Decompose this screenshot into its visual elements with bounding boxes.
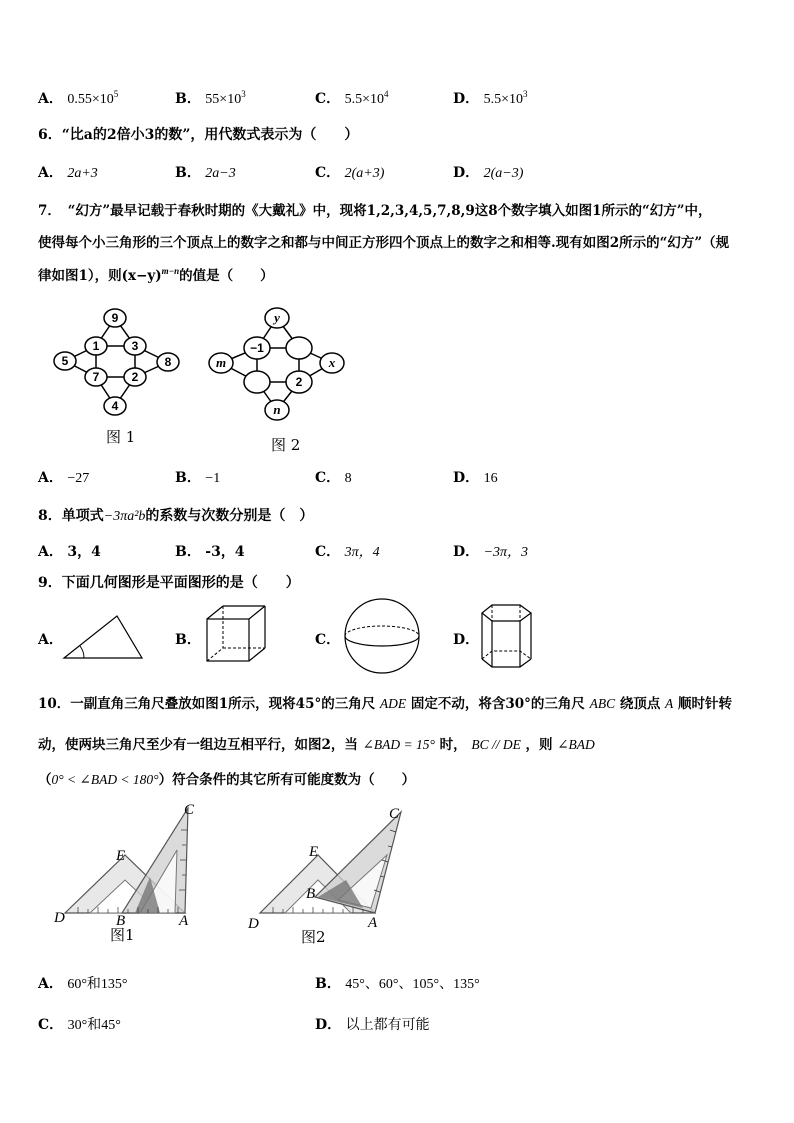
node-label: 2: [131, 370, 139, 384]
node-label: y: [274, 310, 280, 325]
option-label: A．: [38, 976, 63, 992]
node-label: n: [273, 402, 281, 417]
point-label-d: D: [54, 910, 65, 926]
q10-text: 时，: [439, 737, 467, 753]
node-label: 9: [111, 311, 119, 325]
q10-parallel: BC // DE: [471, 737, 521, 752]
point-label-c: C: [184, 802, 195, 818]
q7-option-b: [175, 467, 220, 487]
option-value: -3，4: [205, 544, 245, 560]
q10-stem-line2: [38, 733, 595, 753]
q8-option-c: [315, 541, 380, 561]
q10-vertex-a: A: [665, 696, 674, 711]
option-value: −3π，3: [483, 545, 529, 560]
option-value: 60°和135°: [67, 977, 128, 992]
option-exponent: 4: [384, 89, 389, 99]
point-label-d: D: [248, 916, 259, 932]
point-label-e: E: [309, 844, 319, 860]
option-label: D．: [453, 544, 480, 560]
option-value: 45°、60°、105°、135°: [345, 977, 480, 992]
q10-text: ，则: [525, 737, 553, 753]
q9-option-a: A．: [38, 632, 63, 648]
option-value: 8: [344, 471, 352, 486]
cube-shape: [204, 603, 268, 667]
q10-text: 顺时针转: [677, 696, 732, 712]
node-label: 3: [131, 339, 139, 353]
hexagonal-prism-shape: [480, 603, 536, 671]
option-label: A．: [38, 91, 63, 107]
q10-option-d: [315, 1014, 430, 1034]
q7-stem-line3: [38, 264, 274, 284]
option-value: 2(a−3): [483, 166, 524, 181]
option-label: A．: [38, 544, 63, 560]
option-exponent: 3: [523, 89, 528, 99]
triangle-rulers-figure-2: [243, 800, 413, 950]
option-value: 5.5×10: [483, 92, 523, 107]
q6-stem: 6．“比a的2倍小3的数”，用代数式表示为（ ）: [38, 127, 359, 143]
q7-stem-line2: 使得每个小三角形的三个顶点上的数字之和都与中间正方形四个顶点上的数字之和相等.现有如图2所示的“幻方”（规: [38, 235, 730, 251]
option-exponent: 3: [241, 89, 246, 99]
q10-text: （: [38, 772, 52, 788]
q10-abc: ABC: [589, 696, 616, 711]
sphere-shape: [342, 598, 424, 676]
q9-option-c: C．: [315, 632, 341, 648]
q9-option-b: B．: [175, 632, 201, 648]
q10-range: 0° < ∠BAD < 180°: [51, 772, 159, 787]
option-label: D．: [453, 470, 480, 486]
q10-option-a: [38, 973, 128, 993]
q7-exponent: m−n: [161, 266, 180, 276]
q7-expression: 律如图1），则(x−y): [38, 268, 162, 284]
option-label: A．: [38, 165, 63, 181]
option-value: 5.5×10: [344, 92, 385, 107]
option-value: 2a+3: [67, 166, 98, 181]
point-label-e: E: [116, 848, 126, 864]
option-label: B．: [175, 165, 201, 181]
option-value: −27: [67, 471, 90, 486]
q10-text: 固定不动，将含30°的三角尺: [410, 696, 585, 712]
q10-text: 动，使两块三角尺至少有一组边互相平行，如图2，当: [38, 737, 358, 753]
figure-caption: 图 2: [271, 436, 301, 454]
q8-stem-end: 的系数与次数分别是（ ）: [145, 508, 314, 524]
q10-angle: ∠BAD: [557, 737, 595, 752]
node-label: x: [328, 355, 336, 370]
option-value: 0.55×10: [67, 92, 114, 107]
node-label: 1: [92, 339, 100, 353]
q10-option-c: [38, 1014, 121, 1034]
q8-option-d: [453, 541, 528, 561]
option-label: B．: [175, 544, 201, 560]
option-label: B．: [175, 470, 201, 486]
option-value: 30°和45°: [67, 1018, 121, 1033]
option-label: D．: [453, 165, 480, 181]
node-label: 2: [295, 375, 303, 389]
q10-ade: ADE: [379, 696, 407, 711]
q8-option-a: [38, 541, 101, 561]
magic-square-figure-1: [48, 306, 188, 451]
option-label: B．: [315, 976, 341, 992]
q6-option-b: [175, 162, 236, 182]
q7-stem-tail: 的值是（ ）: [179, 268, 274, 284]
q8-option-b: [175, 541, 245, 561]
q7-option-a: [38, 467, 89, 487]
node-label: 4: [111, 399, 119, 413]
option-value: 55×10: [205, 92, 242, 107]
point-label-b: B: [116, 913, 126, 929]
triangle-rulers-figure-1: [50, 800, 210, 950]
q9-stem: 9．下面几何图形是平面图形的是（ ）: [38, 575, 300, 591]
option-label: C．: [315, 165, 341, 181]
q10-text: 绕顶点: [619, 696, 661, 712]
figure-caption: 图1: [110, 926, 135, 944]
option-label: C．: [38, 1017, 64, 1033]
q7-option-d: [453, 467, 498, 487]
q10-text: ）符合条件的其它所有可能度数为（ ）: [158, 772, 416, 788]
point-label-a: A: [179, 913, 189, 929]
option-value: −1: [205, 471, 221, 486]
option-label: D．: [315, 1017, 342, 1033]
q7-stem-line1: 7． “幻方”最早记载于春秋时期的《大戴礼》中，现将1,2,3,4,5,7,8,9这8个数字填入如图1所示的“幻方”中，: [38, 203, 712, 219]
option-label: C．: [315, 470, 341, 486]
q10-text: 10．一副直角三角尺叠放如图1所示，现将45°的三角尺: [38, 696, 376, 712]
point-label-b: B: [306, 886, 316, 902]
q5-option-b: [175, 88, 246, 108]
q6-option-a: [38, 162, 98, 182]
option-label: B．: [175, 91, 201, 107]
q5-option-a: [38, 88, 118, 108]
q6-option-c: [315, 162, 384, 182]
node-label: m: [215, 355, 227, 370]
option-value: 16: [483, 471, 498, 486]
point-label-a: A: [368, 915, 378, 931]
option-value: 以上都有可能: [345, 1018, 430, 1033]
option-label: C．: [315, 544, 341, 560]
magic-square-figure-2: [205, 306, 355, 456]
q8-stem-start: 8．单项式: [38, 508, 104, 524]
point-label-c: C: [389, 806, 400, 822]
option-value: 2a−3: [205, 166, 236, 181]
q5-option-d: [453, 88, 528, 108]
q7-option-c: [315, 467, 352, 487]
option-label: D．: [453, 91, 480, 107]
q10-option-b: [315, 973, 480, 993]
q10-stem-line1: [38, 692, 732, 712]
figure-caption: 图 1: [106, 428, 136, 446]
q5-option-c: [315, 88, 389, 108]
option-exponent: 5: [113, 89, 119, 99]
figure-caption: 图2: [301, 928, 326, 946]
q10-stem-line3: [38, 768, 415, 788]
q6-option-d: [453, 162, 523, 182]
node-label: 7: [92, 370, 100, 384]
option-value: 3π，4: [344, 545, 380, 560]
option-value: 3，4: [67, 544, 101, 560]
q8-stem: [38, 505, 313, 525]
q10-angle-eq: ∠BAD = 15°: [362, 737, 435, 752]
option-label: A．: [38, 470, 63, 486]
triangle-shape: [62, 606, 147, 670]
option-label: C．: [315, 91, 341, 107]
option-value: 2(a+3): [344, 166, 385, 181]
node-label: −1: [250, 341, 264, 355]
node-label: 5: [61, 354, 69, 368]
node-label: 8: [164, 355, 172, 369]
q8-monomial: −3πa²b: [103, 509, 146, 524]
q9-option-d: D．: [453, 632, 480, 648]
